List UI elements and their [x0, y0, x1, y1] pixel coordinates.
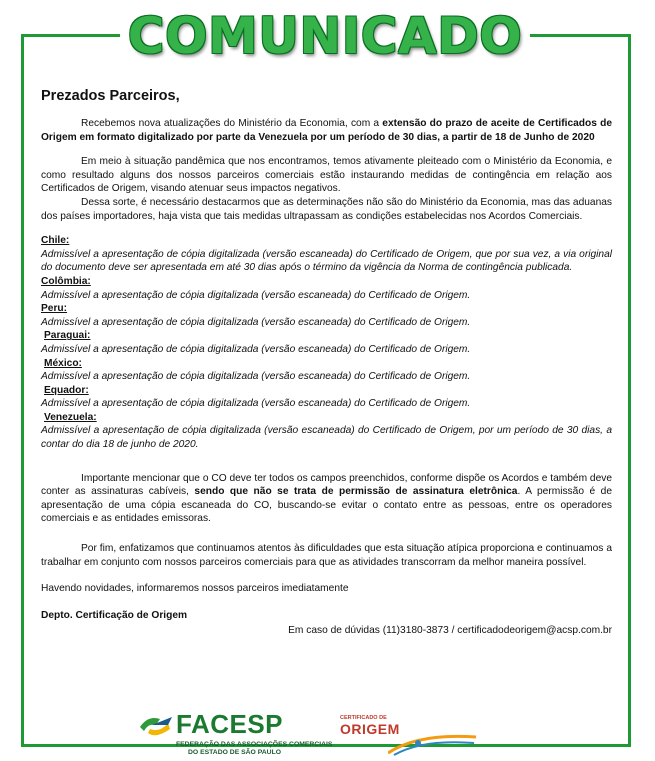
paragraph-1-text: Recebemos nova atualizações do Ministério da Economia, com a: [81, 118, 383, 129]
facesp-name: FACESP: [176, 709, 284, 739]
contact-line: Em caso de dúvidas (11)3180-3873 / certificadodeorigem@acsp.com.br: [288, 625, 612, 637]
paragraph-4-text: Importante mencionar que o CO deve ter todos os campos preenchidos, conforme dispõe os Acordos e também deve conter as assinaturas cabíveis,: [41, 472, 612, 498]
country-name: Equador:: [44, 384, 89, 396]
co-logo-main: ORIGEM: [340, 721, 400, 737]
country-rule: Admissível a apresentação de cópia digitalizada (versão escaneada) do Certificado de Origem.: [41, 343, 471, 355]
country-rule: Admissível a apresentação de cópia digitalizada (versão escaneada) do Certificado de Origem.: [41, 371, 471, 383]
facesp-logo: [138, 709, 333, 759]
footer-logos: [138, 711, 498, 759]
paragraph-2: Em meio à situação pandêmica que nos encontramos, temos ativamente pleiteado com o Ministério da Economia, e como resultado alguns dos nossos parceiros comerciais estão instaurando medidas de contingência em relação aos Certificados de Origem, visando atenuar seus impactos negativos.: [41, 156, 612, 195]
paragraph-6: Havendo novidades, informaremos nossos parceiros imediatamente: [41, 583, 349, 595]
country-name: Chile:: [41, 235, 70, 247]
paragraph-1: [41, 117, 612, 144]
certificado-origem-logo: [340, 715, 490, 757]
paragraph-4-tail: . A permissão é de apresentação de uma cópia escaneada do CO, buscando-se evitar o contato entre as pessoas, entre os operadores comerciais e as entidades emissoras.: [41, 486, 612, 525]
paragraph-5: Por fim, enfatizamos que continuamos atentos às dificuldades que esta situação atípica proporciona e continuamos a trabalhar em conjunto com nossos parceiros comerciais para que as atividades transcorram da melhor maneira possível.: [41, 543, 612, 568]
country-rule: Admissível a apresentação de cópia digitalizada (versão escaneada) do Certificado de Origem.: [41, 398, 471, 410]
co-logo-top: CERTIFICADO DE: [340, 715, 387, 721]
facesp-subtitle-2: DO ESTADO DE SÃO PAULO: [188, 749, 282, 756]
country-name: Paraguai:: [44, 330, 91, 342]
signature: Depto. Certificação de Origem: [41, 609, 188, 621]
country-name: Venezuela:: [44, 411, 97, 423]
country-rule: Admissível a apresentação de cópia digitalizada (versão escaneada) do Certificado de Origem.: [41, 316, 471, 328]
title-banner: [120, 6, 530, 66]
country-rule: Admissível a apresentação de cópia digitalizada (versão escaneada) do Certificado de Origem.: [41, 289, 471, 301]
facesp-subtitle-1: FEDERAÇÃO DAS ASSOCIAÇÕES COMERCIAIS: [176, 741, 333, 748]
page-title: COMUNICADO: [127, 7, 523, 65]
paragraph-3: Dessa sorte, é necessário destacarmos que as determinações não são do Ministério da Economia, mas das aduanas dos países importadores, haja vista que tais medidas ultrapassam as condições estabelecidas nos Acordos Comerciais.: [41, 196, 612, 222]
paragraph-4: [41, 472, 612, 526]
country-name: Peru:: [41, 303, 68, 315]
country-rule: Admissível a apresentação de cópia digitalizada (versão escaneada) do Certificado de Origem, por um período de 30 dias, a contar do dia 18 de junho de 2020.: [41, 425, 612, 451]
paragraph-1-bold: extensão do prazo de aceite de Certificados de Origem em formato digitalizado por parte da Venezuela por um período de 30 dias, a partir de 18 de Junho de 2020: [41, 118, 612, 143]
letter-body: [41, 87, 612, 638]
facesp-mark-icon: [138, 713, 174, 741]
country-list: [41, 234, 612, 452]
country-rule: Admissível a apresentação de cópia digitalizada (versão escaneada) do Certificado de Origem, que por sua vez, a via original do documento deve ser apresentada em até 30 dias após o término da vigência da Norma de contingência publicada.: [41, 248, 612, 274]
paragraph-4-bold: sendo que não se trata de permissão de assinatura eletrônica: [194, 486, 518, 498]
swoosh-icon: [388, 727, 478, 757]
greeting: Prezados Parceiros,: [41, 88, 180, 104]
country-name: México:: [44, 357, 82, 369]
country-name: Colômbia:: [41, 275, 91, 287]
